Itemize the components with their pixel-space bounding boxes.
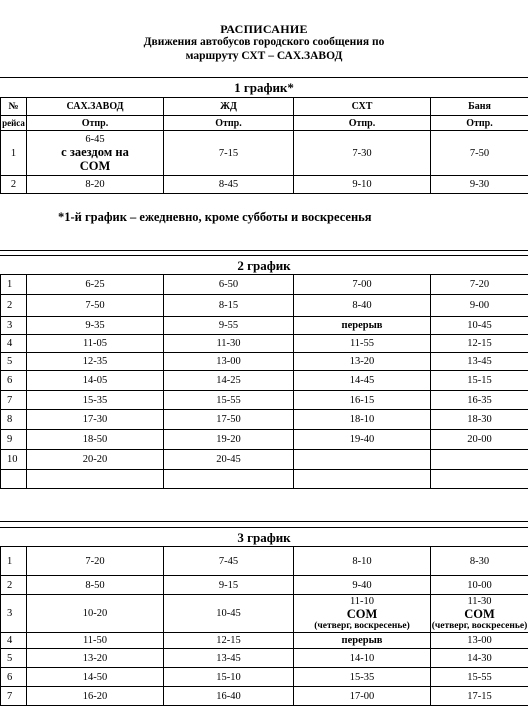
time-cell: 8-45 — [164, 176, 294, 194]
document-subtitle: Движения автобусов городского сообщения по — [143, 36, 385, 48]
header-zhd: ЖД — [164, 98, 294, 116]
time-cell: 8-10 — [294, 547, 431, 576]
time-cell: 8-15 — [164, 295, 294, 317]
time-cell: 13-20 — [294, 353, 431, 371]
time-cell: 13-20 — [27, 649, 164, 668]
trip-number: 6 — [1, 668, 27, 687]
table-row — [1, 275, 528, 295]
trip-number: 2 — [1, 576, 27, 595]
time-cell: 16-15 — [294, 391, 431, 410]
time-cell: 18-10 — [294, 410, 431, 430]
time-cell: 15-15 — [431, 371, 528, 391]
table-row — [1, 317, 528, 335]
time-cell: 8-30 — [431, 547, 528, 576]
time-cell: 8-20 — [27, 176, 164, 194]
divider — [0, 521, 528, 522]
schedule-2-title: 2 график — [0, 255, 528, 275]
table-row — [1, 335, 528, 353]
time-cell: 16-35 — [431, 391, 528, 410]
trip-number: 6 — [1, 371, 27, 391]
time-cell: 8-40 — [294, 295, 431, 317]
time-cell: 14-05 — [27, 371, 164, 391]
time-cell: 15-55 — [431, 668, 528, 687]
time-cell: 7-50 — [431, 131, 528, 176]
time-cell — [431, 450, 528, 470]
table-row — [1, 176, 528, 194]
time-cell — [431, 470, 528, 489]
time-cell: 6-25 — [27, 275, 164, 295]
time-cell — [294, 595, 431, 633]
table-row — [1, 353, 528, 371]
trip-number — [1, 470, 27, 489]
time-cell: 7-20 — [431, 275, 528, 295]
time-cell: 11-30 — [164, 335, 294, 353]
time-cell: 13-45 — [164, 649, 294, 668]
time-value: 11-30 — [467, 596, 492, 607]
time-cell — [431, 595, 528, 633]
time-cell: 12-15 — [431, 335, 528, 353]
time-cell: 18-50 — [27, 430, 164, 450]
time-note: (четверг, воскресенье) — [314, 621, 410, 631]
table-row — [1, 576, 528, 595]
time-cell: 19-40 — [294, 430, 431, 450]
time-cell: 12-35 — [27, 353, 164, 371]
time-cell: 12-15 — [164, 633, 294, 649]
document-title: РАСПИСАНИЕ — [220, 22, 308, 36]
time-note: (четверг, воскресенье) — [431, 621, 528, 631]
time-cell: 14-30 — [431, 649, 528, 668]
time-cell: 11-55 — [294, 335, 431, 353]
header-sht: СХТ — [294, 98, 431, 116]
table-row — [1, 595, 528, 633]
time-cell: 9-15 — [164, 576, 294, 595]
time-cell: 20-00 — [431, 430, 528, 450]
time-cell: 17-00 — [294, 687, 431, 706]
time-cell: 6-50 — [164, 275, 294, 295]
trip-number: 5 — [1, 649, 27, 668]
time-cell: 9-55 — [164, 317, 294, 335]
time-cell: 11-05 — [27, 335, 164, 353]
time-value: 11-10 — [349, 596, 375, 607]
table-row — [1, 450, 528, 470]
schedule-3-table — [0, 546, 528, 706]
table-row — [1, 131, 528, 176]
table-row — [1, 687, 528, 706]
time-cell: перерыв — [294, 317, 431, 335]
trip-number: 7 — [1, 687, 27, 706]
time-cell: 16-40 — [164, 687, 294, 706]
time-cell: 17-50 — [164, 410, 294, 430]
time-cell: 14-45 — [294, 371, 431, 391]
time-cell: 14-25 — [164, 371, 294, 391]
time-cell: 7-30 — [294, 131, 431, 176]
time-cell: 17-30 — [27, 410, 164, 430]
time-cell: 7-15 — [164, 131, 294, 176]
time-cell: 7-50 — [27, 295, 164, 317]
time-cell: 9-30 — [431, 176, 528, 194]
table-row — [1, 470, 528, 489]
time-cell: 7-00 — [294, 275, 431, 295]
time-cell: 9-10 — [294, 176, 431, 194]
table-row — [1, 547, 528, 576]
trip-number: 9 — [1, 430, 27, 450]
trip-number: 7 — [1, 391, 27, 410]
time-cell: 20-45 — [164, 450, 294, 470]
time-cell: 10-00 — [431, 576, 528, 595]
schedule-2-table — [0, 274, 528, 489]
table-row — [1, 295, 528, 317]
trip-number: 1 — [1, 275, 27, 295]
trip-number: 1 — [1, 131, 27, 176]
time-cell: 9-35 — [27, 317, 164, 335]
time-note: СОМ — [79, 158, 111, 173]
header-number: № — [1, 98, 27, 116]
time-cell: 17-15 — [431, 687, 528, 706]
time-cell: 19-20 — [164, 430, 294, 450]
time-cell — [27, 131, 164, 176]
header-banya: Баня — [431, 98, 528, 116]
time-cell — [294, 470, 431, 489]
table-row — [1, 371, 528, 391]
time-cell: 10-20 — [27, 595, 164, 633]
time-cell: 10-45 — [164, 595, 294, 633]
header-sah-zavod: САХ.ЗАВОД — [27, 98, 164, 116]
trip-number: 10 — [1, 450, 27, 470]
trip-number: 3 — [1, 317, 27, 335]
header-depart: Отпр. — [27, 116, 164, 131]
table-row — [1, 668, 528, 687]
time-cell: 14-10 — [294, 649, 431, 668]
time-cell: перерыв — [294, 633, 431, 649]
trip-number: 2 — [1, 295, 27, 317]
trip-number: 8 — [1, 410, 27, 430]
time-cell: 9-40 — [294, 576, 431, 595]
trip-number: 2 — [1, 176, 27, 194]
schedule-1-table — [0, 97, 528, 194]
header-depart: Отпр. — [431, 116, 528, 131]
header-trip: рейса — [1, 116, 27, 131]
table-row — [1, 633, 528, 649]
trip-number: 5 — [1, 353, 27, 371]
time-value: 6-45 — [85, 133, 105, 145]
time-cell: 16-20 — [27, 687, 164, 706]
time-note: СОМ — [346, 607, 378, 621]
header-depart: Отпр. — [164, 116, 294, 131]
schedule-1-note: *1-й график – ежедневно, кроме субботы и воскресенья — [58, 210, 372, 224]
header-depart: Отпр. — [294, 116, 431, 131]
time-cell: 15-35 — [27, 391, 164, 410]
time-cell — [27, 470, 164, 489]
time-cell: 13-45 — [431, 353, 528, 371]
time-cell — [294, 450, 431, 470]
table-row — [1, 430, 528, 450]
time-cell — [164, 470, 294, 489]
trip-number: 1 — [1, 547, 27, 576]
time-cell: 7-20 — [27, 547, 164, 576]
time-cell: 18-30 — [431, 410, 528, 430]
time-cell: 13-00 — [164, 353, 294, 371]
trip-number: 3 — [1, 595, 27, 633]
schedule-1-title: 1 график* — [0, 77, 528, 98]
table-row — [1, 410, 528, 430]
time-cell: 8-50 — [27, 576, 164, 595]
table-row — [1, 649, 528, 668]
time-cell: 20-20 — [27, 450, 164, 470]
time-cell: 10-45 — [431, 317, 528, 335]
time-cell: 7-45 — [164, 547, 294, 576]
time-cell: 15-35 — [294, 668, 431, 687]
time-cell: 14-50 — [27, 668, 164, 687]
time-note: СОМ — [464, 607, 495, 621]
trip-number: 4 — [1, 633, 27, 649]
time-cell: 11-50 — [27, 633, 164, 649]
time-cell: 15-10 — [164, 668, 294, 687]
divider — [0, 250, 528, 251]
time-cell: 9-00 — [431, 295, 528, 317]
time-cell: 13-00 — [431, 633, 528, 649]
table-row — [1, 391, 528, 410]
time-cell: 15-55 — [164, 391, 294, 410]
schedule-3-title: 3 график — [0, 527, 528, 547]
trip-number: 4 — [1, 335, 27, 353]
time-note: с заездом на — [61, 144, 129, 159]
route-name: маршруту СХТ – САХ.ЗАВОД — [185, 50, 343, 62]
